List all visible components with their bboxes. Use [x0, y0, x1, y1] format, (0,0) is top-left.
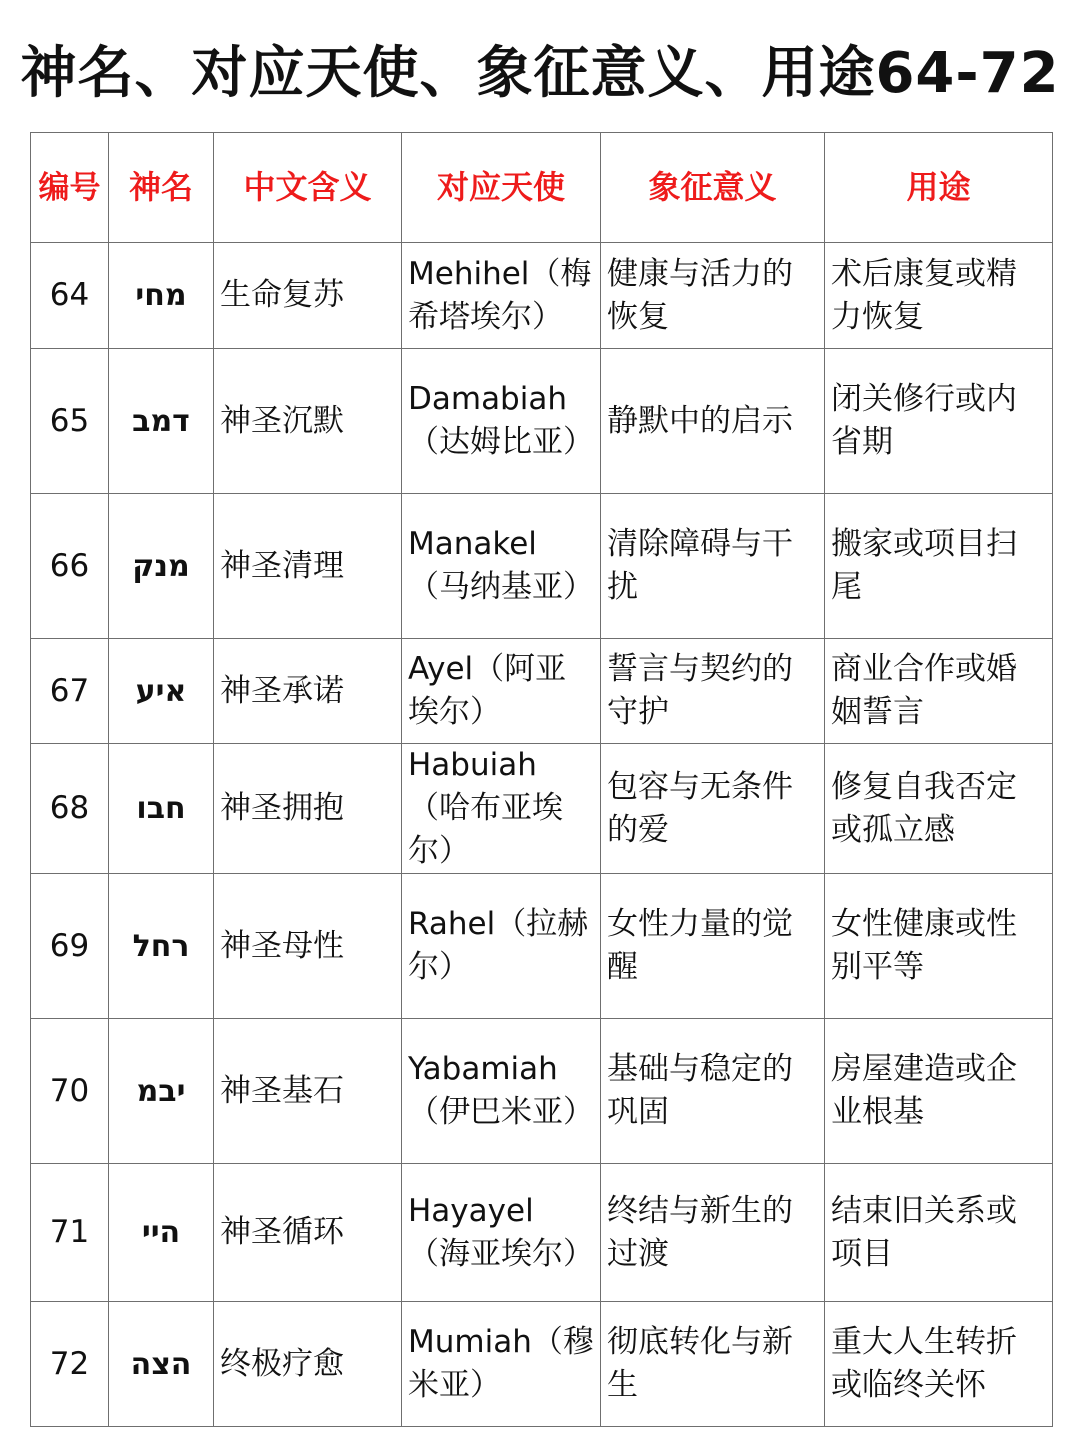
cell-symbol: 基础与稳定的巩固: [601, 1019, 825, 1164]
table-row: [31, 1019, 1053, 1164]
table-row: [31, 1164, 1053, 1302]
cell-angel: Manakel（马纳基亚）: [402, 494, 601, 639]
cell-symbol: 彻底转化与新生: [601, 1302, 825, 1427]
cell-num: 64: [31, 243, 109, 349]
cell-name: מחי: [109, 243, 214, 349]
table-row: [31, 243, 1053, 349]
cell-num: 66: [31, 494, 109, 639]
cell-num: 70: [31, 1019, 109, 1164]
cell-symbol: 女性力量的觉醒: [601, 874, 825, 1019]
cell-use: 术后康复或精力恢复: [825, 243, 1053, 349]
table-row: [31, 494, 1053, 639]
cell-angel: Damabiah（达姆比亚）: [402, 349, 601, 494]
cell-use: 结束旧关系或项目: [825, 1164, 1053, 1302]
cell-meaning: 神圣承诺: [214, 639, 402, 744]
cell-angel: Yabamiah（伊巴米亚）: [402, 1019, 601, 1164]
cell-use: 修复自我否定或孤立感: [825, 744, 1053, 874]
cell-num: 68: [31, 744, 109, 874]
cell-meaning: 神圣基石: [214, 1019, 402, 1164]
cell-name: חבו: [109, 744, 214, 874]
cell-symbol: 静默中的启示: [601, 349, 825, 494]
cell-meaning: 神圣循环: [214, 1164, 402, 1302]
cell-angel: Hayayel（海亚埃尔）: [402, 1164, 601, 1302]
cell-symbol: 包容与无条件的爱: [601, 744, 825, 874]
header-num: 编号: [31, 133, 109, 243]
cell-use: 女性健康或性别平等: [825, 874, 1053, 1019]
header-meaning: 中文含义: [214, 133, 402, 243]
table-row: [31, 744, 1053, 874]
cell-angel: Ayel（阿亚埃尔）: [402, 639, 601, 744]
cell-angel: Habuiah（哈布亚埃尔）: [402, 744, 601, 874]
cell-name: מנק: [109, 494, 214, 639]
page-title: 神名、对应天使、象征意义、用途64-72: [20, 41, 1060, 106]
cell-meaning: 神圣清理: [214, 494, 402, 639]
cell-meaning: 神圣沉默: [214, 349, 402, 494]
table-row: [31, 874, 1053, 1019]
cell-name: היי: [109, 1164, 214, 1302]
header-symbol: 象征意义: [601, 133, 825, 243]
names-table: [30, 132, 1053, 1427]
cell-symbol: 健康与活力的恢复: [601, 243, 825, 349]
table-row: [31, 349, 1053, 494]
header-name: 神名: [109, 133, 214, 243]
cell-meaning: 神圣拥抱: [214, 744, 402, 874]
cell-meaning: 生命复苏: [214, 243, 402, 349]
table-row: [31, 639, 1053, 744]
cell-num: 71: [31, 1164, 109, 1302]
cell-symbol: 终结与新生的过渡: [601, 1164, 825, 1302]
cell-angel: Mumiah（穆米亚）: [402, 1302, 601, 1427]
cell-use: 商业合作或婚姻誓言: [825, 639, 1053, 744]
cell-num: 67: [31, 639, 109, 744]
cell-name: יבמ: [109, 1019, 214, 1164]
cell-name: הצה: [109, 1302, 214, 1427]
cell-symbol: 誓言与契约的守护: [601, 639, 825, 744]
cell-num: 72: [31, 1302, 109, 1427]
cell-meaning: 终极疗愈: [214, 1302, 402, 1427]
cell-symbol: 清除障碍与干扰: [601, 494, 825, 639]
cell-use: 房屋建造或企业根基: [825, 1019, 1053, 1164]
cell-num: 65: [31, 349, 109, 494]
cell-angel: Mehihel（梅希塔埃尔）: [402, 243, 601, 349]
cell-use: 搬家或项目扫尾: [825, 494, 1053, 639]
cell-num: 69: [31, 874, 109, 1019]
header-use: 用途: [825, 133, 1053, 243]
table-row: [31, 1302, 1053, 1427]
cell-use: 重大人生转折或临终关怀: [825, 1302, 1053, 1427]
cell-name: דמב: [109, 349, 214, 494]
header-angel: 对应天使: [402, 133, 601, 243]
cell-angel: Rahel（拉赫尔）: [402, 874, 601, 1019]
cell-name: רחל: [109, 874, 214, 1019]
cell-use: 闭关修行或内省期: [825, 349, 1053, 494]
table-header-row: [31, 133, 1053, 243]
cell-meaning: 神圣母性: [214, 874, 402, 1019]
cell-name: איע: [109, 639, 214, 744]
